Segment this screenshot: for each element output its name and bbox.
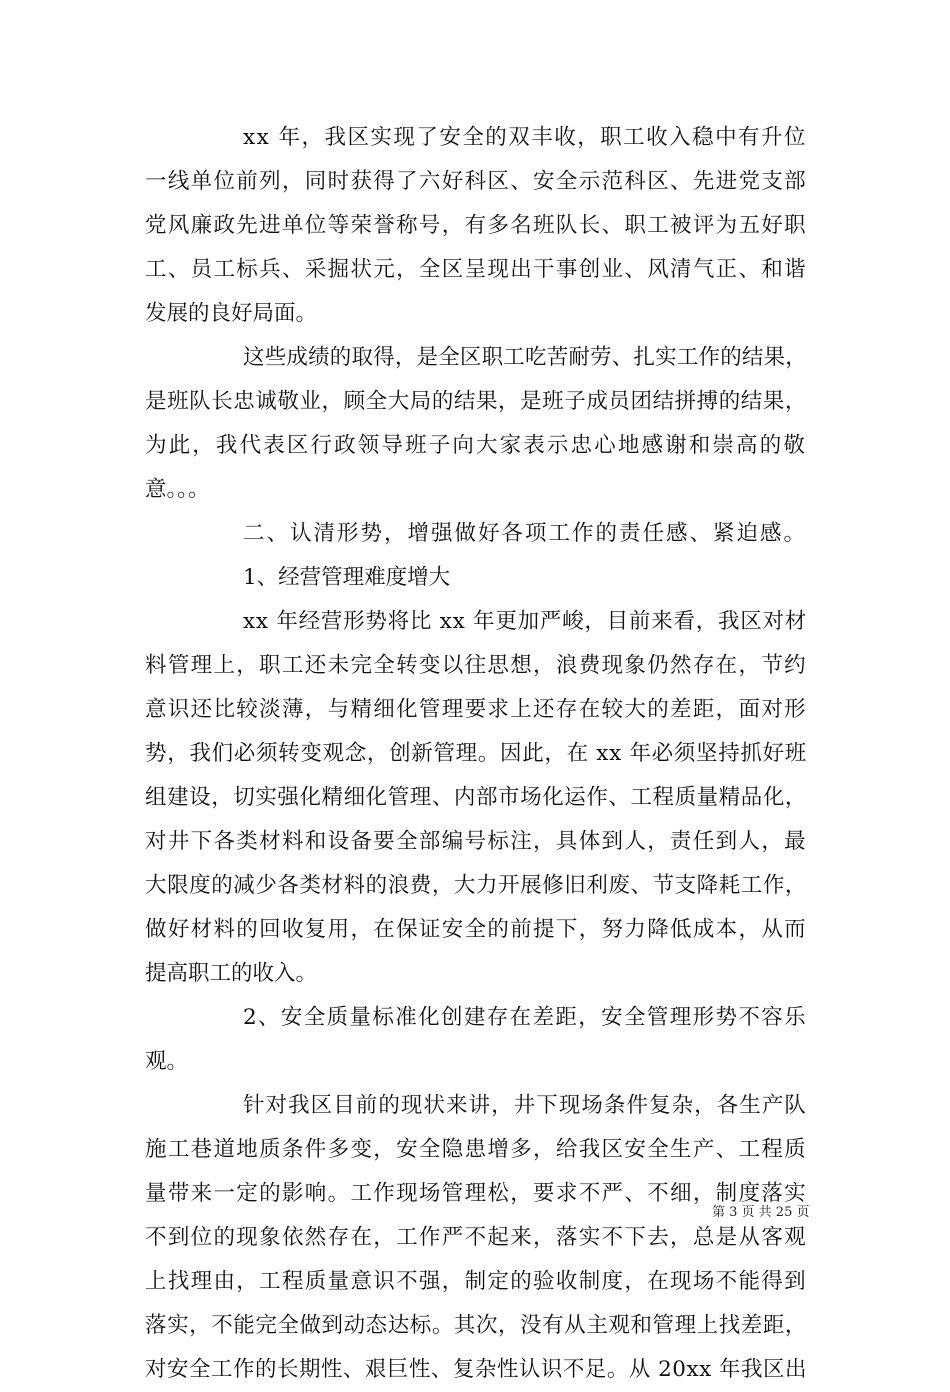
- text-line: 势，我们必须转变观念，创新管理。因此，在 xx 年必须坚持抓好班: [145, 741, 807, 766]
- text-line: 做好材料的回收复用，在保证安全的前提下，努力降低成本，从而: [145, 917, 807, 942]
- text-line: 不到位的现象依然存在，工作严不起来，落实不下去，总是从客观: [145, 1225, 807, 1250]
- text-line: 是班队长忠诚敬业，顾全大局的结果，是班子成员团结拼搏的结果，: [145, 389, 807, 414]
- text-line: 这些成绩的取得，是全区职工吃苦耐劳、扎实工作的结果，: [243, 345, 807, 370]
- text-line: 料管理上，职工还未完全转变以往思想，浪费现象仍然存在，节约: [145, 653, 807, 678]
- text-line: 对井下各类材料和设备要全部编号标注，具体到人，责任到人，最: [145, 829, 807, 854]
- text-line: 一线单位前列，同时获得了六好科区、安全示范科区、先进党支部: [145, 169, 807, 194]
- text-line: 对安全工作的长期性、艰巨性、复杂性认识不足。从 20xx 年我区出: [145, 1357, 807, 1382]
- text-line: 量带来一定的影响。工作现场管理松，要求不严、不细，制度落实: [145, 1181, 807, 1206]
- text-line: xx 年，我区实现了安全的双丰收，职工收入稳中有升位: [243, 125, 807, 150]
- text-line: 大限度的减少各类材料的浪费，大力开展修旧利废、节支降耗工作，: [145, 873, 807, 898]
- text-line: 为此，我代表区行政领导班子向大家表示忠心地感谢和崇高的敬: [145, 433, 807, 458]
- text-line: xx 年经营形势将比 xx 年更加严峻，目前来看，我区对材: [243, 609, 807, 634]
- page-footer: 第 3 页 共 25 页: [712, 1205, 810, 1220]
- text-line: 意。。。: [145, 477, 210, 502]
- text-line: 党风廉政先进单位等荣誉称号，有多名班队长、职工被评为五好职: [145, 213, 807, 238]
- document-body: [145, 116, 810, 1392]
- text-line: 发展的良好局面。: [145, 301, 318, 326]
- text-line: 2、安全质量标准化创建存在差距，安全管理形势不容乐: [243, 1005, 808, 1030]
- text-line: 二、认清形势，增强做好各项工作的责任感、紧迫感。: [243, 521, 807, 546]
- text-line: 提高职工的收入。: [145, 961, 318, 986]
- text-line: 工、员工标兵、采掘状元，全区呈现出干事创业、风清气正、和谐: [145, 257, 807, 282]
- text-line: 施工巷道地质条件多变，安全隐患增多，给我区安全生产、工程质: [145, 1137, 807, 1162]
- text-line: 观。: [145, 1049, 189, 1074]
- text-line: 组建设，切实强化精细化管理、内部市场化运作、工程质量精品化，: [145, 785, 807, 810]
- text-line: 针对我区目前的现状来讲，井下现场条件复杂，各生产队: [243, 1093, 807, 1118]
- text-line: 落实，不能完全做到动态达标。其次，没有从主观和管理上找差距，: [145, 1313, 807, 1338]
- text-line: 1、经营管理难度增大: [243, 565, 451, 590]
- text-line: 上找理由，工程质量意识不强，制定的验收制度，在现场不能得到: [145, 1269, 807, 1294]
- text-line: 意识还比较淡薄，与精细化管理要求上还存在较大的差距，面对形: [145, 697, 807, 722]
